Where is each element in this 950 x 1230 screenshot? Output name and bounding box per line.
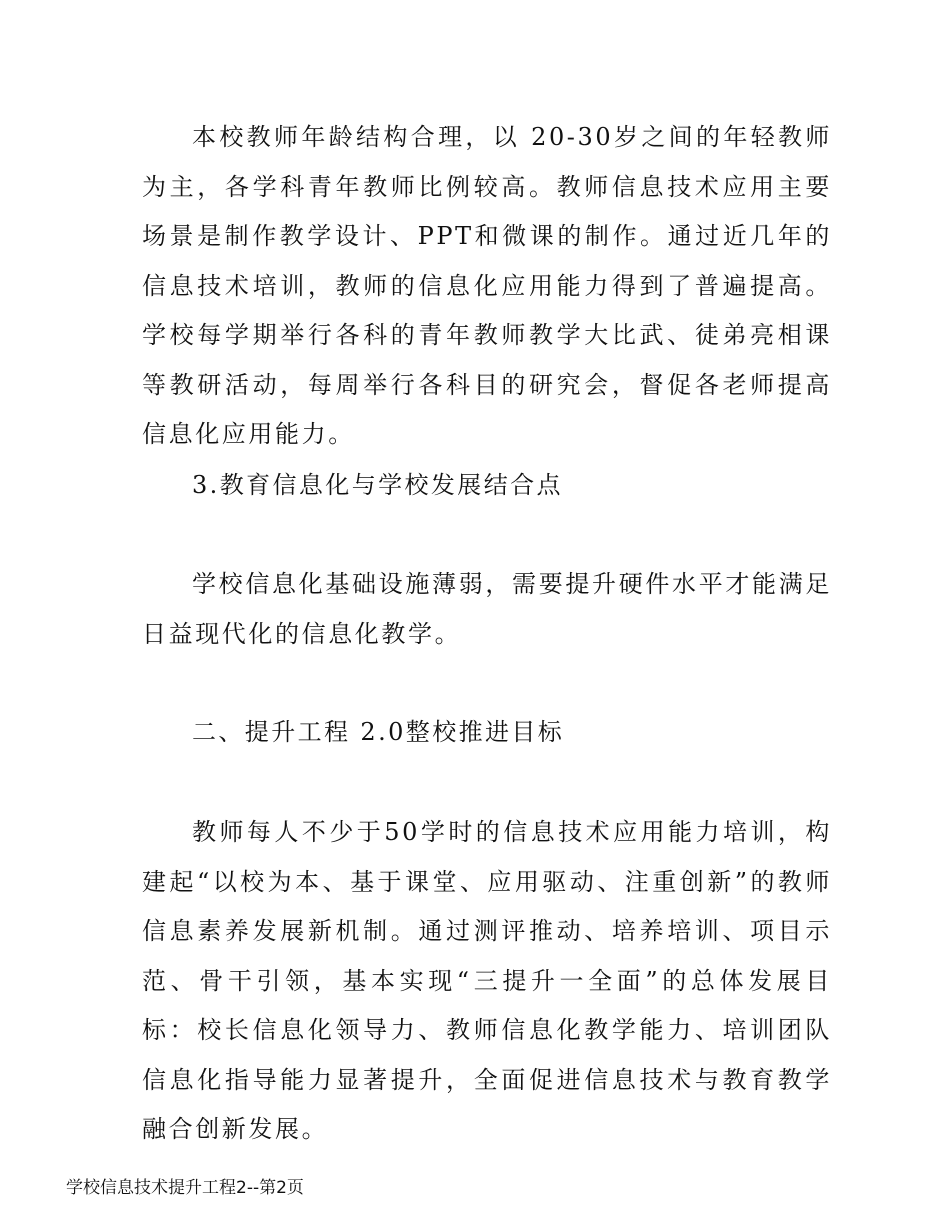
section-heading-integration-point: 3.教育信息化与学校发展结合点 xyxy=(192,471,563,499)
section-heading-goals: 二、提升工程 2.0整校推进目标 xyxy=(192,718,565,746)
paragraph-training-goals: 教师每人不少于50学时的信息技术应用能力培训，构建起“以校为本、基于课堂、应用驱动、注重创新”的教师信息素养发展新机制。通过测评推动、培养培训、项目示范、骨干引领，基本实现“三提升一全面”的总体发展目标：校长信息化领导力、教师信息化教学能力、培训团队信息化指导能力显著提升，全面促进信息技术与教育教学融合创新发展。 xyxy=(142,818,832,1143)
paragraph-infrastructure: 学校信息化基础设施薄弱，需要提升硬件水平才能满足日益现代化的信息化教学。 xyxy=(142,570,832,648)
page-footer: 学校信息技术提升工程2--第2页 xyxy=(66,1178,304,1198)
paragraph-teacher-structure: 本校教师年龄结构合理，以 20-30岁之间的年轻教师为主，各学科青年教师比例较高。教师信息技术应用主要场景是制作教学设计、PPT和微课的制作。通过近几年的信息技术培训，教师的信息化应用能力得到了普遍提高。学校每学期举行各科的青年教师教学大比武、徒弟亮相课等教研活动，每周举行各科目的研究会，督促各老师提高信息化应用能力。 xyxy=(142,123,832,448)
